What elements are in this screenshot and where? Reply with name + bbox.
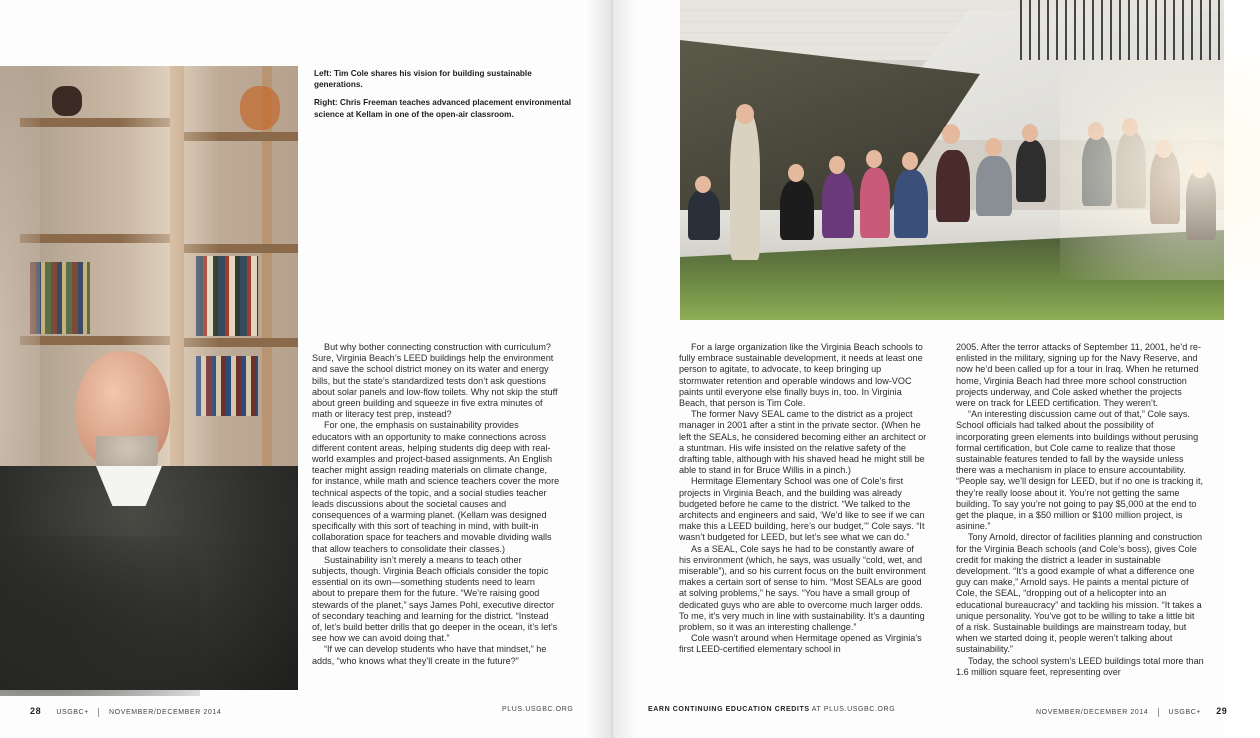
face bbox=[942, 124, 960, 144]
page-number-right: 29 bbox=[1216, 706, 1228, 716]
cta-link[interactable]: AT PLUS.USGBC.ORG bbox=[811, 706, 896, 713]
caption-left: Left: Tim Cole shares his vision for building sustainable generations. bbox=[314, 69, 532, 90]
student bbox=[936, 150, 970, 222]
face bbox=[788, 164, 804, 182]
paragraph: Today, the school system’s LEED buildings total more than 1.6 million square feet, representing over bbox=[956, 655, 1204, 677]
face bbox=[902, 152, 918, 170]
paragraph: For one, the emphasis on sustainability provides educators with an opportunity to make connections across different content areas, helping students dig deep with real-world examples and project-based assignments. An English teacher might assign reading materials on climate change, for instance, while math and science teachers cover the more technical aspects of the topic, and a social studies teacher leads discussions about the societal causes and consequences of a warming planet. (Kellam was designed specifically with this sort of teaching in mind, with built-in collaboration space for teachers and movable dividing walls that allow teachers to consolidate their classes.) bbox=[312, 420, 560, 554]
figurine bbox=[52, 86, 82, 116]
student bbox=[780, 180, 814, 240]
paragraph: As a SEAL, Cole says he had to be constantly aware of his environment (which, he says, was usually “cold, wet, and miserable”), and so his current focus on the built environment makes a certain sort of sense to him. “Most SEALs are good at solving problems,” he says. “You have a small group of dedicated guys who are able to overcome much larger odds. To me, it’s very much in line with sustainability. It’s a daunting problem, so it was an interesting challenge.” bbox=[679, 543, 926, 633]
website-link[interactable]: PLUS.USGBC.ORG bbox=[502, 706, 574, 713]
student bbox=[976, 156, 1012, 216]
issue-right: NOVEMBER/DECEMBER 2014 bbox=[1036, 709, 1149, 716]
footer-left bbox=[30, 706, 221, 717]
foreground-blur bbox=[0, 536, 200, 696]
page-number-left: 28 bbox=[30, 706, 42, 716]
photo-students-garden bbox=[680, 0, 1224, 320]
paragraph: But why bother connecting construction with curriculum? Sure, Virginia Beach’s LEED buildings help the environment and save the school district money on its water and energy bills, but the state’s standardized tests don’t ask questions about solar panels and low-flow toilets. Why not skip the stuff about green building and squeeze in five extra minutes of math or literacy test prep, instead? bbox=[312, 342, 558, 420]
brand-right: USGBC+ bbox=[1168, 709, 1202, 716]
brand-left: USGBC+ bbox=[56, 709, 89, 716]
footer-left-url bbox=[502, 706, 573, 713]
student bbox=[860, 168, 890, 238]
caption-right: Right: Chris Freeman teaches advanced placement environmental science at Kellam in one of the open-air classroom. bbox=[314, 98, 572, 119]
paragraph: Hermitage Elementary School was one of Cole’s first projects in Virginia Beach, and the building was already budgeted before he came to the district. “We talked to the architects and engineers and said, ‘We’d like to see if we can make this a LEED building, here’s our budget,’” Cole says. “It wasn’t budgeted for LEED, but let’s see what we can do.” bbox=[679, 476, 925, 543]
photo-tim-cole bbox=[0, 66, 298, 690]
student bbox=[688, 190, 720, 240]
paragraph: “An interesting discussion came out of that,” Cole says. School officials had talked about the possibility of incorporating green elements into buildings without perusing formal certification, but Cole came to realize that those sustainable features tended to fall by the wayside unless there was a mechanism in place to ensure accountability. “People say, we’ll design for LEED, but if no one is tracking it, they’re really loose about it. You’re not getting the same building. To say you’re not going to pay $5,000 at the end to get the plaque, in a $50 million or $100 million project, is asinine.” bbox=[956, 409, 1204, 532]
photo-caption bbox=[314, 68, 574, 127]
face bbox=[866, 150, 882, 168]
face bbox=[736, 104, 754, 124]
paragraph: Tony Arnold, director of facilities planning and construction for the Virginia Beach schools (and Cole’s boss), gives Cole credit for making the district a leader in sustainable development. “It’s a good example of what a difference one guy can make,” Arnold says. He paints a mental picture of Cole, the SEAL, “dropping out of a helicopter into an educational bureaucracy” and tackling his mission. “It takes a unique personality. You’ve got to be willing to take a little bit of a risk. Sustainable buildings are mainstream today, but when we started doing it, people weren’t talking about sustainability.” bbox=[956, 532, 1203, 655]
student bbox=[894, 170, 928, 238]
student bbox=[822, 172, 854, 238]
face bbox=[829, 156, 845, 174]
article-column-1 bbox=[312, 342, 560, 694]
student bbox=[1016, 140, 1046, 202]
issue-left: NOVEMBER/DECEMBER 2014 bbox=[109, 709, 222, 716]
cta-bold: EARN CONTINUING EDUCATION CREDITS bbox=[648, 706, 810, 713]
paragraph: “If we can develop students who have that mindset,” he adds, “who knows what they’ll create in the future?” bbox=[312, 644, 547, 666]
face bbox=[1022, 124, 1038, 142]
article-column-2 bbox=[679, 342, 927, 694]
teacher bbox=[730, 110, 760, 260]
divider bbox=[1158, 708, 1159, 717]
footer-right bbox=[1036, 706, 1227, 717]
paragraph: Cole wasn’t around when Hermitage opened as Virginia’s first LEED-certified elementary school in bbox=[679, 633, 922, 655]
vase bbox=[240, 86, 280, 130]
face bbox=[985, 138, 1002, 156]
article-column-3 bbox=[956, 342, 1204, 694]
divider bbox=[98, 708, 99, 717]
paragraph: For a large organization like the Virginia Beach schools to fully embrace sustainable development, it needs at least one person to agitate, to advocate, to keep bringing up stormwater retention and operable windows and low-VOC paints until everyone else finally buys in, too. In Virginia Beach, that person is Tim Cole. bbox=[679, 342, 923, 409]
paragraph: Sustainability isn’t merely a means to teach other subjects, though. Virginia Beach officials consider the topic essential on its own—something students need to learn about to prepare them for the future. “We’re raising good stewards of the planet,” says James Pohl, executive director of secondary teaching and learning for the district. “Instead of, let’s build better drills that go deeper in the ocean, it’s let’s see how we can avoid doing that.” bbox=[312, 554, 558, 644]
fence bbox=[1020, 0, 1224, 60]
paragraph: 2005. After the terror attacks of September 11, 2001, he’d re-enlisted in the military, signing up for the Navy Reserve, and now he’d been called up for a tour in Iraq. When he returned home, Virginia Beach had three more school construction projects underway, and Cole asked whether the projects were on track for LEED certification. They weren’t. bbox=[956, 342, 1201, 409]
footer-right-cta bbox=[648, 706, 895, 713]
face bbox=[695, 176, 711, 193]
sun-flare bbox=[1060, 60, 1260, 280]
paragraph: The former Navy SEAL came to the district as a project manager in 2001 after a stint in the private sector. (When he left the SEALs, he considered becoming either an architect or a stuntman. His wife insisted on the relative safety of the drafting table, although with his shaved head he might still be able to stand in for Bruce Willis in a pinch.) bbox=[679, 409, 927, 476]
